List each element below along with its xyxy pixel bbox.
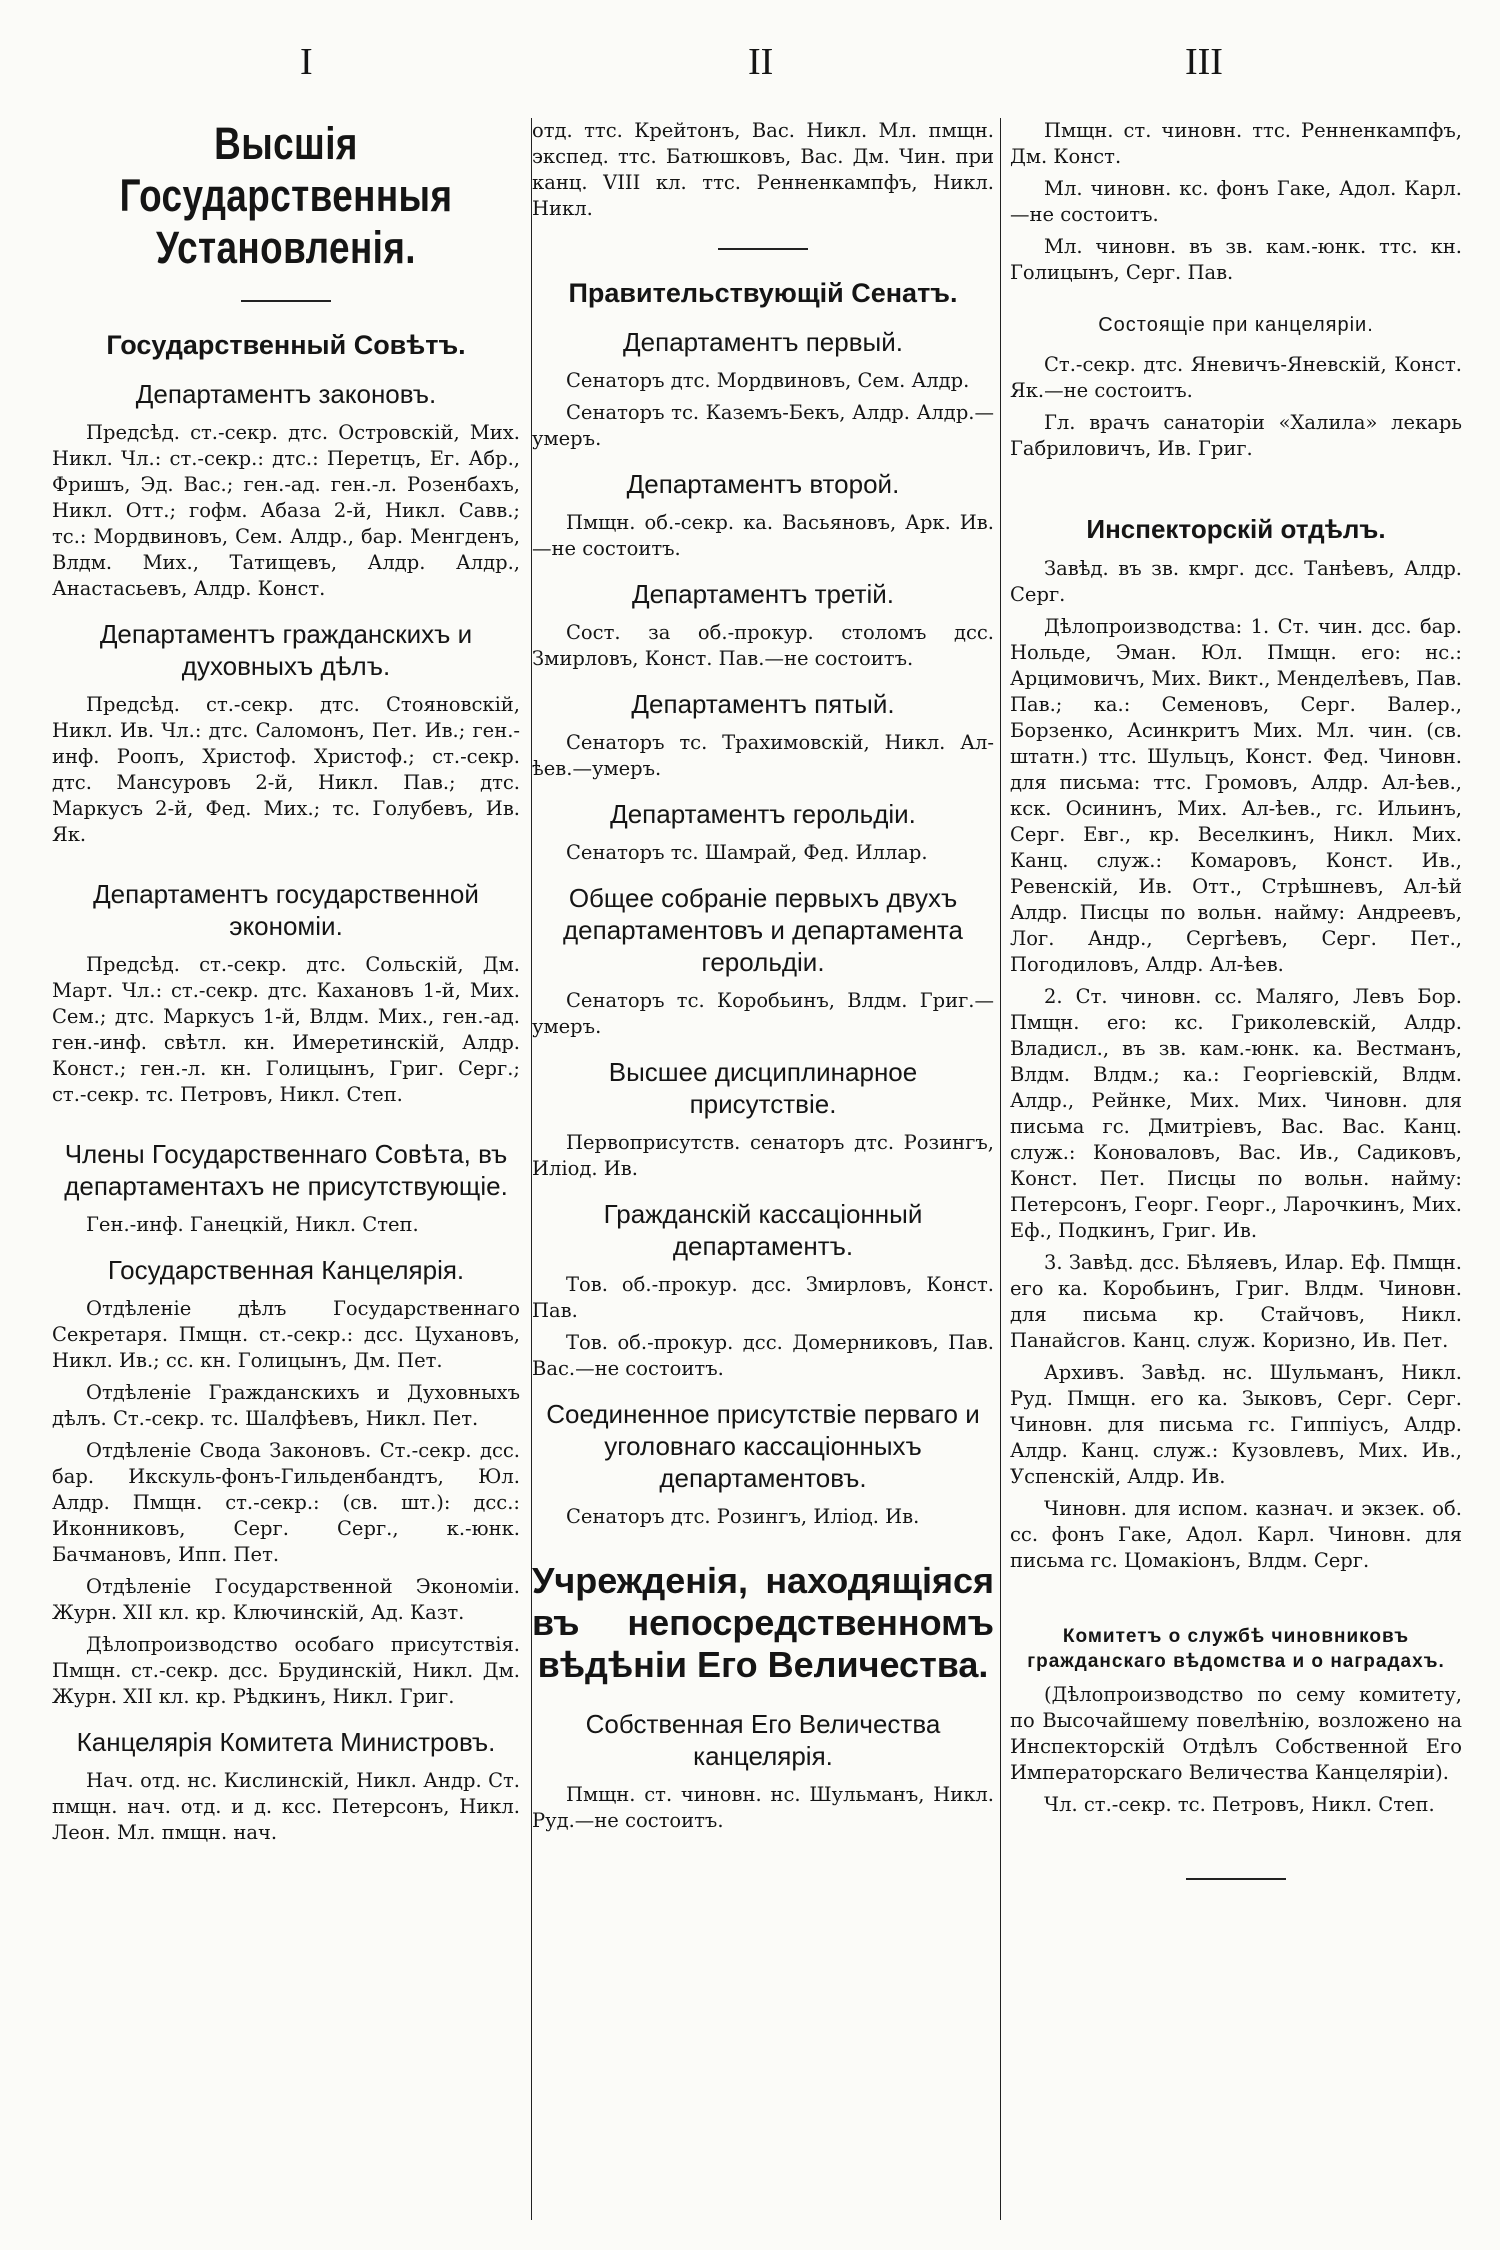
paragraph: Отдѣленіе дѣлъ Государственнаго Секретаря. Пмщн. ст.-секр.: дсс. Цухановъ, Никл. Ив.; сс. кн. Голицынъ, Дм. Пет. bbox=[52, 1297, 520, 1372]
paragraph: (Дѣлопроизводство по сему комитету, по Высочайшему повелѣнію, возложено на Инспекторскій Отдѣлъ Собственной Его Императорскаго Величества Канцеляріи). bbox=[1010, 1683, 1462, 1784]
paragraph: Сенаторъ дтс. Розингъ, Иліод. Ив. bbox=[566, 1505, 920, 1528]
heading-dept-2: Департаментъ второй. bbox=[626, 469, 900, 499]
paragraph: Мл. чиновн. въ зв. кам.-юнк. ттс. кн. Голицынъ, Серг. Пав. bbox=[1010, 235, 1462, 284]
heading-general-assembly: Общее собраніе первыхъ двухъ департаментовъ и департамента герольдіи. bbox=[563, 883, 963, 977]
paragraph: Сенаторъ тс. Каземъ-Бекъ, Алдр. Алдр.—умеръ. bbox=[532, 401, 994, 450]
paragraph: отд. ттс. Крейтонъ, Вас. Никл. Мл. пмщн. экспед. ттс. Батюшковъ, Вас. Дм. Чин. при канц. VIII кл. ттс. Ренненкампфъ, Никл. Никл. bbox=[532, 119, 994, 220]
divider bbox=[241, 300, 331, 302]
paragraph: Отдѣленіе Государственной Экономіи. Журн. XII кл. кр. Ключинскій, Ад. Казт. bbox=[52, 1575, 520, 1624]
column-number-1: I bbox=[300, 41, 313, 83]
heading-committee-ministers: Канцелярія Комитета Министровъ. bbox=[76, 1727, 496, 1757]
heading-disciplinary: Высшее дисциплинарное присутствіе. bbox=[608, 1057, 918, 1119]
column-1 bbox=[52, 118, 520, 2220]
paragraph: Нач. отд. нс. Кислинскій, Никл. Андр. Ст. пмщн. нач. отд. и д. ксс. Петерсонъ, Никл. Леон. Мл. пмщн. нач. bbox=[52, 1769, 520, 1844]
paragraph: Ст.-секр. дтс. Яневичъ-Яневскій, Конст. Як.—не состоитъ. bbox=[1010, 353, 1462, 402]
paragraph: Пмщн. ст. чиновн. нс. Шульманъ, Никл. Руд.—не состоитъ. bbox=[532, 1783, 994, 1832]
heading-council-members: Члены Государственнаго Совѣта, въ департаментахъ не присутствующіе. bbox=[64, 1139, 508, 1201]
paragraph: Первоприсутств. сенаторъ дтс. Розингъ, Иліод. Ив. bbox=[532, 1131, 994, 1180]
paragraph: Сенаторъ тс. Трахимовскій, Никл. Ал-ѣев.—умеръ. bbox=[532, 731, 994, 780]
divider bbox=[1186, 1878, 1286, 1880]
column-3 bbox=[1010, 118, 1462, 2220]
paragraph: Дѣлопроизводство особаго присутствія. Пмщн. ст.-секр. дсс. Брудинскій, Никл. Дм. Журн. XII кл. кр. Рѣдкинъ, Никл. Григ. bbox=[52, 1633, 520, 1708]
heading-state-chancellery: Государственная Канцелярія. bbox=[107, 1255, 465, 1285]
heading-own-chancellery: Собственная Его Величества канцелярія. bbox=[585, 1709, 941, 1771]
paragraph: Чл. ст.-секр. тс. Петровъ, Никл. Степ. bbox=[1044, 1793, 1435, 1816]
divider bbox=[718, 248, 808, 250]
paragraph: 3. Завѣд. дсс. Бѣляевъ, Илар. Еф. Пмщн. его ка. Коробьинъ, Григ. Влдм. Чиновн. для письма кр. Стайчовъ, Никл. Панайсгов. Канц. служ. Коризно, Ив. Пет. bbox=[1010, 1251, 1462, 1352]
column-divider-2 bbox=[1000, 118, 1001, 2220]
heading-civil-cassation: Гражданскій кассаціонный департаментъ. bbox=[603, 1199, 923, 1261]
column-2 bbox=[532, 118, 994, 2220]
paragraph: Отдѣленіе Гражданскихъ и Духовныхъ дѣлъ. Ст.-секр. тс. Шалфѣевъ, Никл. Пет. bbox=[52, 1381, 520, 1430]
paragraph: Сост. за об.-прокур. столомъ дсс. Змирловъ, Конст. Пав.—не состоитъ. bbox=[532, 621, 994, 670]
heading-attached: Состоящіе при канцеляріи. bbox=[1098, 314, 1374, 336]
heading-heraldry: Департаментъ герольдіи. bbox=[610, 799, 916, 829]
paragraph: Предсѣд. ст.-секр. дтс. Стояновскій, Никл. Ив. Чл.: дтс. Саломонъ, Пет. Ив.; ген.-инф. Роопъ, Христоф. Христоф.; ст.-секр. дтс. Мансуровъ 2-й, Никл. Пав.; дтс. Маркусъ 2-й, Фед. Мих.; тс. Голубевъ, Ив. Як. bbox=[52, 693, 520, 846]
heading-dept-economy: Департаментъ государственной экономіи. bbox=[93, 879, 479, 941]
heading-dept-civil: Департаментъ гражданскихъ и духовныхъ дѣлъ. bbox=[99, 619, 473, 681]
paragraph: Тов. об.-прокур. дсс. Змирловъ, Конст. Пав. bbox=[532, 1273, 994, 1322]
paragraph: Гл. врачъ санаторіи «Халила» лекарь Габриловичъ, Ив. Григ. bbox=[1010, 411, 1462, 460]
heading-senate: Правительствующій Сенатъ. bbox=[568, 278, 958, 308]
heading-joint-session: Соединенное присутствіе перваго и уголовнаго кассаціонныхъ департаментовъ. bbox=[546, 1399, 980, 1493]
heading-committee-service: Комитетъ о службѣ чиновниковъ гражданскаго вѣдомства и о наградахъ. bbox=[1027, 1626, 1445, 1672]
paragraph: Дѣлопроизводства: 1. Ст. чин. дсс. бар. Нольде, Эман. Юл. Пмщн. его: нс.: Арцимовичъ, Мих. Викт., Менделѣевъ, Пав. Пав.; ка.: Семеновъ, Серг. Валер., Борзенко, Асинкритъ Мих. Мл. чин. (св. штатн.) ттс. Шульцъ, Конст. Фед. Чиновн. для письма: ттс. Громовъ, Алдр. Ал-ѣев., кск. Осининъ, Мих. Ал-ѣев., гс. Ильинъ, Серг. Евг., кр. Веселкинъ, Никл. Мих. Канц. служ.: Комаровъ, Конст. Ив., Ревенскій, Ив. Отт., Стрѣшневъ, Ал-ѣй Алдр. Писцы по вольн. найму: Андреевъ, Лог. Андр., Сергѣевъ, Серг. Пет., Погодиловъ, Алдр. Ал-ѣев. bbox=[1010, 615, 1462, 976]
paragraph: Тов. об.-прокур. дсс. Домерниковъ, Пав. Вас.—не состоитъ. bbox=[532, 1331, 994, 1380]
paragraph: Чиновн. для испом. казнач. и экзек. об. сс. фонъ Гаке, Адол. Карл. Чиновн. для письма гс. Цомакіонъ, Влдм. Серг. bbox=[1010, 1497, 1462, 1572]
page-title: Высшія Государственныя Установленія. bbox=[119, 118, 453, 273]
paragraph: Мл. чиновн. кс. фонъ Гаке, Адол. Карл.—не состоитъ. bbox=[1010, 177, 1462, 226]
paragraph: Сенаторъ дтс. Мордвиновъ, Сем. Алдр. bbox=[566, 369, 970, 392]
paragraph: Отдѣленіе Свода Законовъ. Ст.-секр. дсс. бар. Икскуль-фонъ-Гильденбандтъ, Юл. Алдр. Пмщн. ст.-секр.: (св. шт.): дсс.: Иконниковъ, Серг. Серг., к.-юнк. Бачмановъ, Ипп. Пет. bbox=[52, 1439, 520, 1566]
heading-dept-5: Департаментъ пятый. bbox=[631, 689, 895, 719]
paragraph: Пмщн. ст. чиновн. ттс. Ренненкампфъ, Дм. Конст. bbox=[1010, 119, 1462, 168]
paragraph: Сенаторъ тс. Коробьинъ, Влдм. Григ.—умеръ. bbox=[532, 989, 994, 1038]
paragraph: Предсѣд. ст.-секр. дтс. Островскій, Мих. Никл. Чл.: ст.-секр.: дтс.: Перетцъ, Ег. Абр., Фришъ, Эд. Вас.; ген.-ад. ген.-л. Розенбахъ, Никл. Отт.; гофм. Абаза 2-й, Никл. Савв.; тс.: Мордвиновъ, Сем. Алдр., бар. Менгденъ, Влдм. Мих., Татищевъ, Алдр. Алдр., Анастасьевъ, Алдр. Конст. bbox=[52, 421, 520, 600]
heading-institutions: Учрежденія, находящіяся въ непосредственномъ вѣдѣніи Его Величества. bbox=[532, 1560, 994, 1685]
paragraph: Пмщн. об.-секр. ка. Васьяновъ, Арк. Ив.—не состоитъ. bbox=[532, 511, 994, 560]
paragraph: Предсѣд. ст.-секр. дтс. Сольскій, Дм. Март. Чл.: ст.-секр. дтс. Кахановъ 1-й, Мих. Сем.; дтс. Маркусъ 1-й, Влдм. Мих., ген.-ад. ген.-инф. свѣтл. кн. Имеретинскій, Алдр. Конст.; ген.-л. кн. Голицынъ, Григ. Серг.; ст.-секр. тс. Петровъ, Никл. Степ. bbox=[52, 953, 520, 1106]
paragraph: Архивъ. Завѣд. нс. Шульманъ, Никл. Руд. Пмщн. его ка. Зыковъ, Серг. Серг. Чиновн. для письма гс. Гиппіусъ, Алдр. Алдр. Канц. служ.: Кузовлевъ, Мих. Ив., Успенскій, Алдр. Ив. bbox=[1010, 1361, 1462, 1488]
paragraph: Сенаторъ тс. Шамрай, Фед. Иллар. bbox=[566, 841, 928, 864]
paragraph: Ген.-инф. Ганецкій, Никл. Степ. bbox=[86, 1213, 419, 1236]
column-number-2: II bbox=[748, 41, 774, 83]
paragraph: 2. Ст. чиновн. сс. Маляго, Левъ Бор. Пмщн. его: кс. Гриколевскій, Алдр. Владисл., въ зв. кам.-юнк. ка. Вестманъ, Влдм. Влдм.; ка.: Георгіевскій, Влдм. Алдр., Рейнке, Мих. Мих. Чиновн. для письма гс. Дмитріевъ, Вас. Вас. Канц. служ.: Коноваловъ, Вас. Ив., Садиковъ, Конст. Пет. Писцы по вольн. найму: Петерсонъ, Георг. Георг., Ларочкинъ, Мих. Еф., Подкинъ, Григ. Ив. bbox=[1010, 985, 1462, 1242]
heading-dept-laws: Департаментъ законовъ. bbox=[135, 379, 437, 409]
heading-dept-3: Департаментъ третій. bbox=[631, 579, 895, 609]
column-number-3: III bbox=[1185, 41, 1223, 83]
paragraph: Завѣд. въ зв. кмрг. дсс. Танѣевъ, Алдр. Серг. bbox=[1010, 557, 1462, 606]
heading-state-council: Государственный Совѣтъ. bbox=[106, 330, 466, 360]
heading-inspector: Инспекторскій отдѣлъ. bbox=[1086, 514, 1386, 544]
heading-dept-1: Департаментъ первый. bbox=[623, 327, 903, 357]
